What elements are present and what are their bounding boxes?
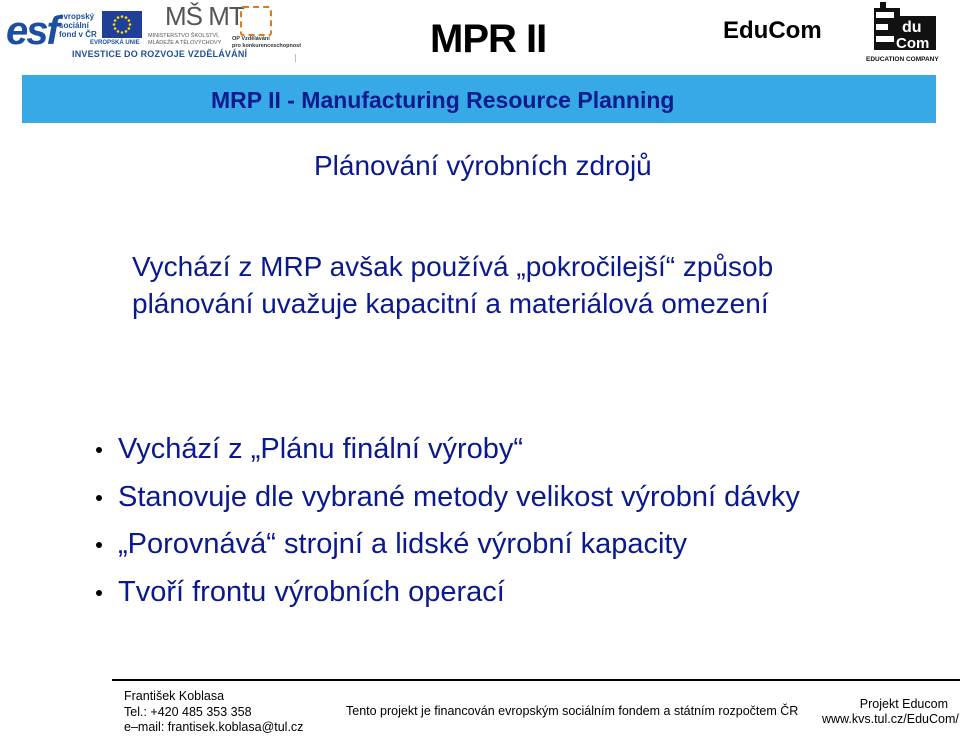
bullet-item: „Porovnává“ strojní a lidské výrobní kapacity: [96, 521, 800, 569]
intro-line: Vychází z MRP avšak používá „pokročilejší“ způsob: [132, 251, 774, 282]
footer-author: František Koblasa: [124, 689, 225, 703]
msmt-logo: MŠ MT: [165, 1, 244, 31]
intro-paragraph: [132, 248, 773, 322]
op-text: OP Vzdělávání pro konkurenceschopnost: [232, 36, 302, 49]
page-title: MPR II: [430, 17, 547, 61]
bullet-item: Stanovuje dle vybrané metody velikost výrobní dávky: [96, 474, 800, 522]
educom-logo-bottom: Com: [896, 35, 930, 52]
footer-project-name: Projekt Educom: [859, 697, 948, 711]
divider-mark: [295, 54, 296, 62]
esf-text: evropský sociální fond v ČR: [59, 12, 97, 39]
eu-label: EVROPSKÁ UNIE: [90, 40, 140, 46]
op-logo-icon: [240, 6, 272, 36]
footer-project: [822, 697, 959, 727]
bullet-item: Vychází z „Plánu finální výroby“: [96, 426, 800, 474]
msmt-text: MINISTERSTVO ŠKOLSTVÍ, MLÁDEŽE A TĚLOVÝCHOVY: [148, 33, 222, 46]
esf-letters: esf: [6, 9, 58, 53]
band-title: MRP II - Manufacturing Resource Planning: [211, 87, 675, 113]
footer-divider: [112, 679, 960, 681]
eu-flag-icon: [102, 11, 142, 38]
intro-line: plánování uvažuje kapacitní a materiálová omezení: [132, 288, 769, 319]
footer-email[interactable]: e–mail: frantisek.koblasa@tul.cz: [124, 720, 304, 734]
footer-funding: Tento projekt je financován evropským sociálním fondem a státním rozpočtem ČR: [346, 704, 799, 718]
bullet-item: Tvoří frontu výrobních operací: [96, 569, 800, 617]
investice-slogan: INVESTICE DO ROZVOJE VZDĚLÁVÁNÍ: [72, 49, 248, 59]
brand-name: EduCom: [723, 17, 822, 44]
footer-url[interactable]: www.kvs.tul.cz/EduCom/: [822, 712, 959, 726]
bullet-list: [96, 426, 800, 616]
educom-caption: EDUCATION COMPANY: [866, 56, 939, 63]
educom-logo: [872, 2, 938, 52]
slide-subtitle: Plánování výrobních zdrojů: [314, 150, 652, 181]
footer-contact: [124, 689, 303, 736]
educom-logo-top: du: [902, 19, 922, 36]
footer-phone: Tel.: +420 485 353 358: [124, 704, 252, 719]
